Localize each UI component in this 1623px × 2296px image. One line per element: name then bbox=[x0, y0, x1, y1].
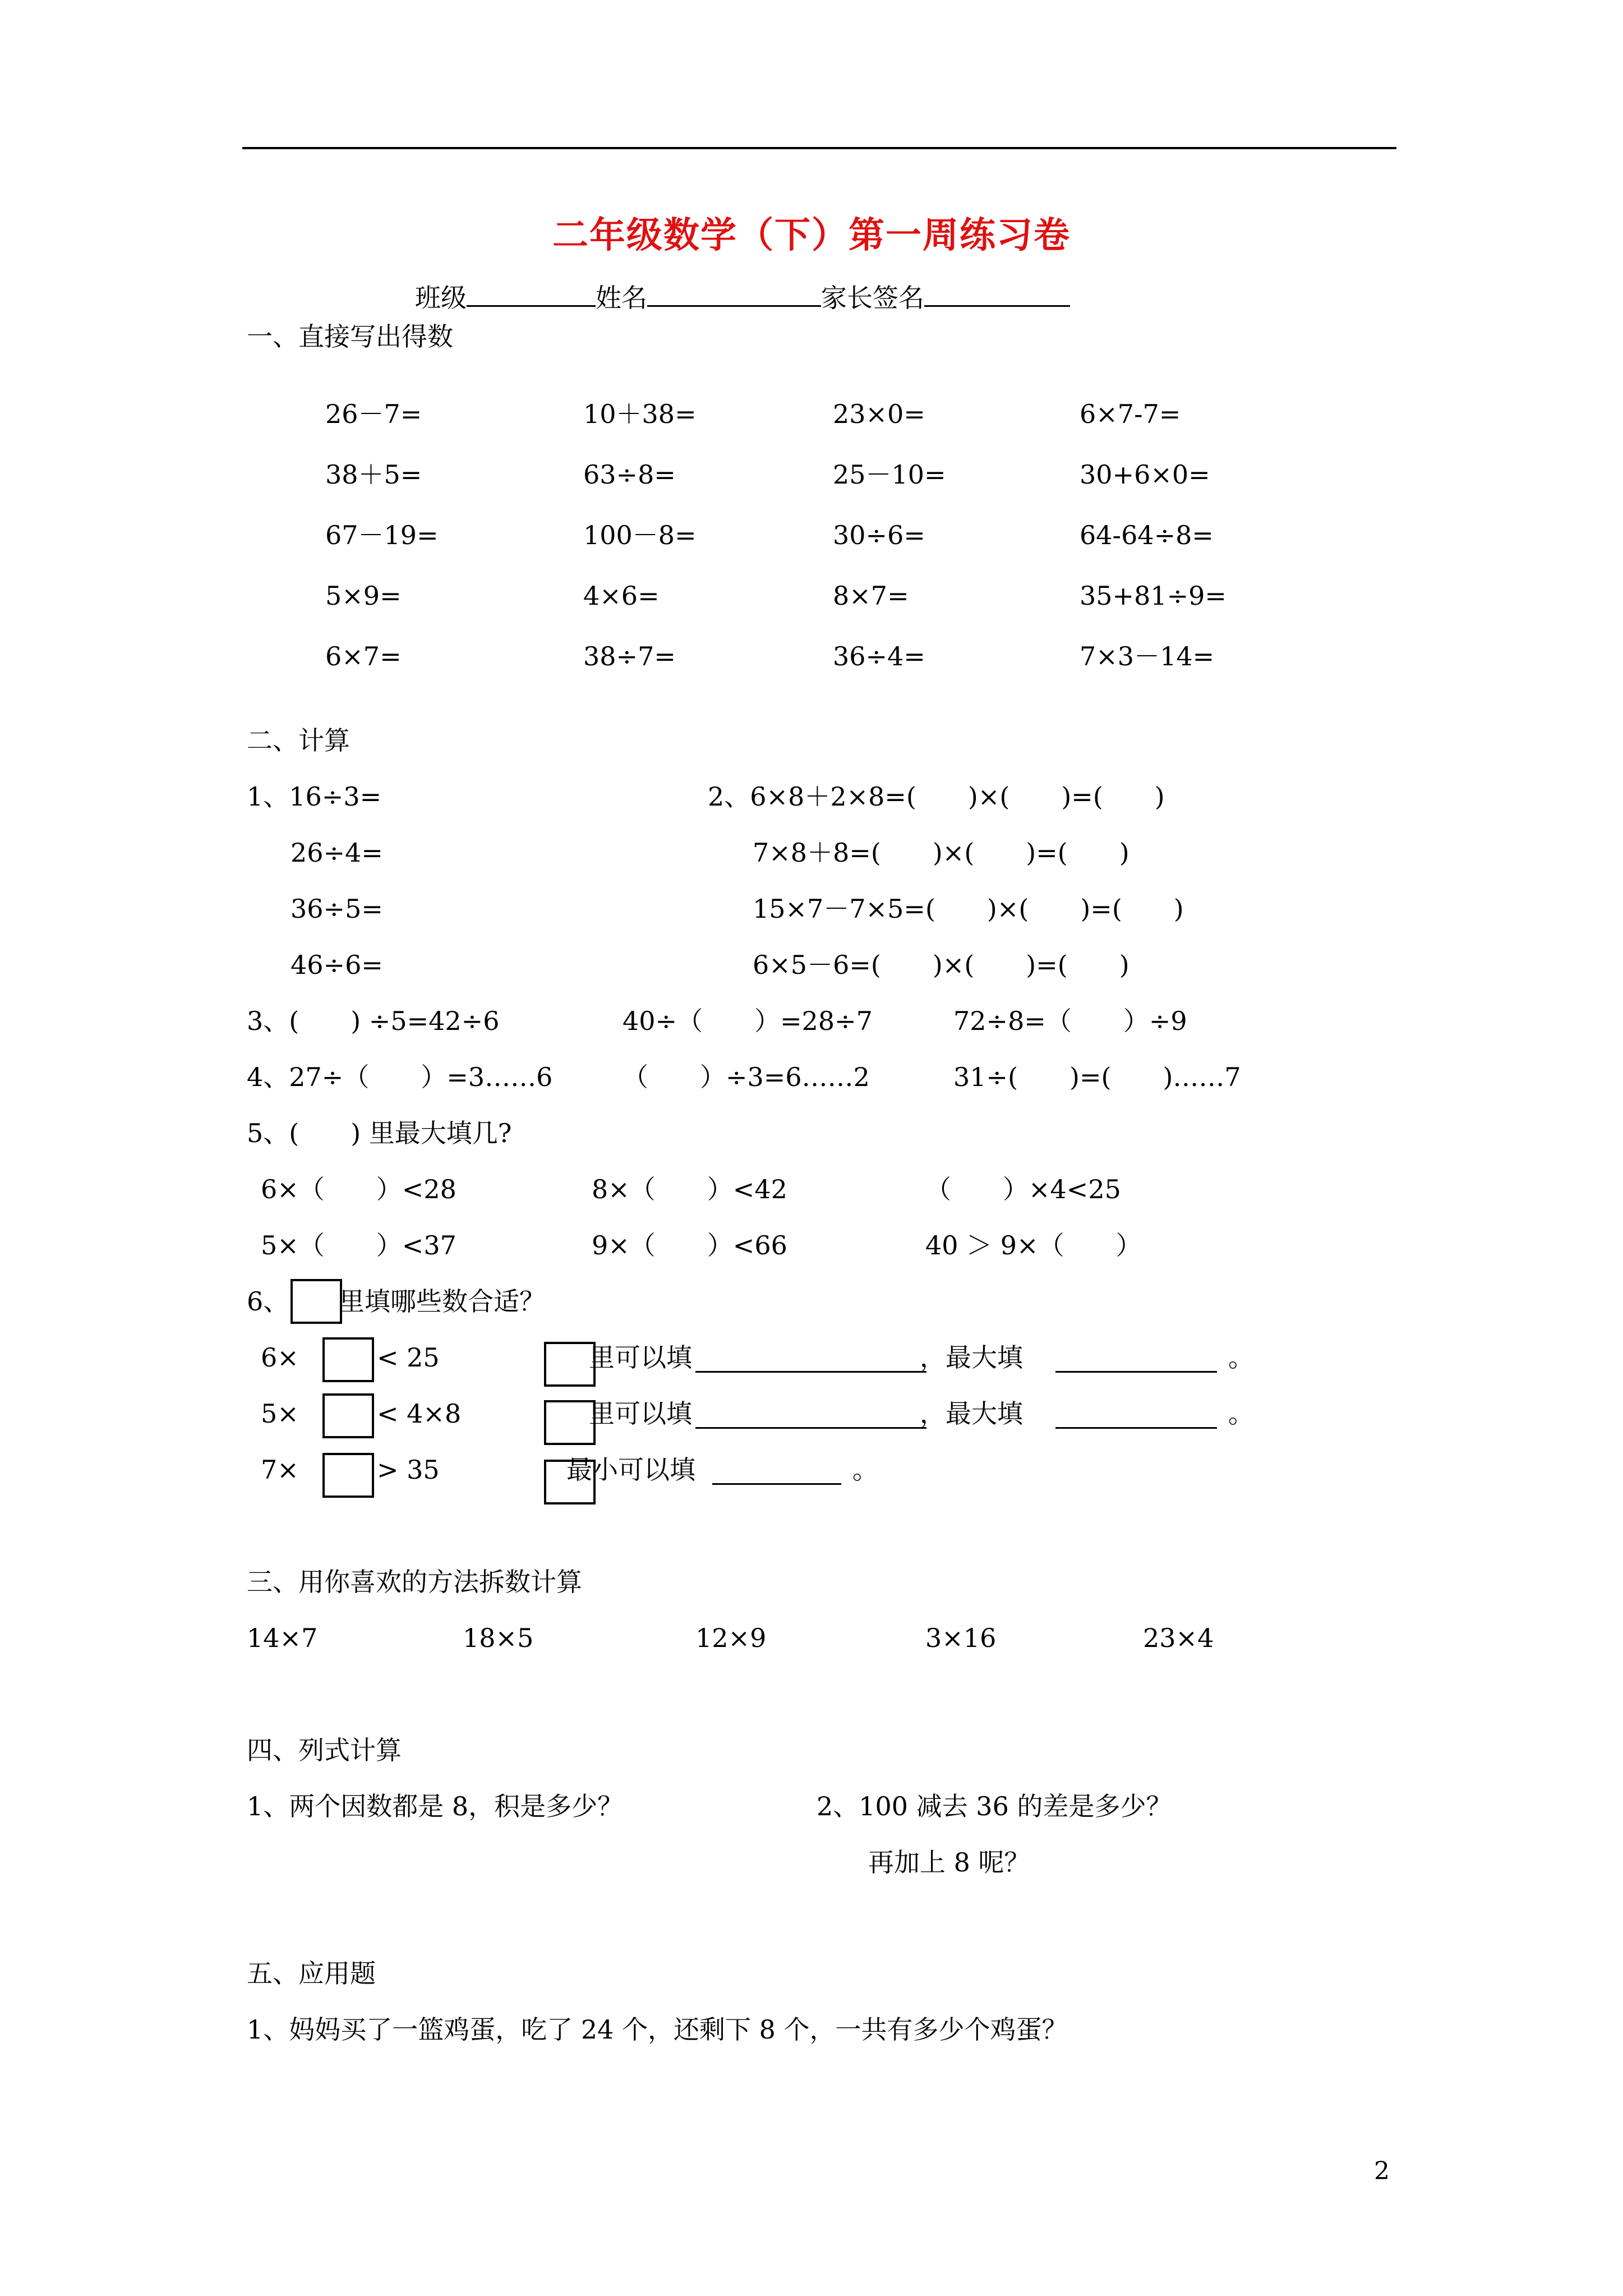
answer-blank[interactable] bbox=[695, 1343, 926, 1373]
answer-box[interactable] bbox=[544, 1400, 596, 1445]
answer-box[interactable] bbox=[322, 1393, 374, 1438]
split-item: 18×5 bbox=[463, 1623, 534, 1653]
q6-heading-prefix: 6、 bbox=[247, 1286, 289, 1317]
q6-mid2: ，最大填 bbox=[920, 1398, 1023, 1429]
page-title: 二年级数学（下）第一周练习卷 bbox=[552, 214, 1071, 256]
q5-item: 5×（ ）<37 bbox=[261, 1230, 457, 1260]
student-info-line bbox=[415, 280, 1070, 314]
q1-line: 1、16÷3= bbox=[247, 781, 382, 812]
problem: 35+81÷9= bbox=[1080, 581, 1227, 611]
q3-item: 40÷（ ）=28÷7 bbox=[623, 1006, 873, 1036]
answer-box[interactable] bbox=[544, 1460, 596, 1504]
q6-left-a: 7× bbox=[261, 1455, 299, 1485]
split-item: 3×16 bbox=[925, 1623, 997, 1653]
q6-end: 。 bbox=[1228, 1342, 1254, 1373]
q5-item: （ ）×4<25 bbox=[925, 1174, 1121, 1204]
problem: 30+6×0= bbox=[1080, 459, 1210, 490]
answer-blank[interactable] bbox=[712, 1455, 841, 1485]
section2-heading: 二、计算 bbox=[247, 725, 350, 756]
problem: 23×0= bbox=[833, 399, 925, 429]
q6-left-b: > 35 bbox=[377, 1455, 440, 1485]
section4-q1: 1、两个因数都是 8，积是多少？ bbox=[247, 1791, 624, 1821]
q2-line: 6×5－6=( )×( )=( ) bbox=[753, 950, 1129, 980]
q4-item: 4、27÷（ ）=3……6 bbox=[247, 1062, 553, 1092]
q6-mid: 最小可以填 bbox=[566, 1455, 695, 1485]
q6-mid: 里可以填 bbox=[589, 1342, 692, 1373]
problem: 6×7= bbox=[325, 641, 402, 671]
q5-item: 40 ＞ 9×（ ） bbox=[925, 1230, 1142, 1260]
q5-heading: 5、( ) 里最大填几? bbox=[247, 1118, 512, 1148]
problem: 5×9= bbox=[325, 581, 402, 611]
page-number: 2 bbox=[1374, 2157, 1390, 2185]
q6-mid2: ，最大填 bbox=[920, 1342, 1023, 1373]
q3-item: 72÷8=（ ）÷9 bbox=[953, 1006, 1187, 1036]
section4-q2-line2: 再加上 8 呢？ bbox=[868, 1847, 1030, 1878]
split-item: 12×9 bbox=[695, 1623, 767, 1653]
q6-heading-suffix: 里填哪些数合适？ bbox=[339, 1286, 545, 1317]
q6-end: 。 bbox=[1228, 1398, 1254, 1429]
q2-line: 2、6×8＋2×8=( )×( )=( ) bbox=[708, 781, 1165, 812]
section4-q2-line1: 2、100 减去 36 的差是多少？ bbox=[817, 1791, 1172, 1821]
q4-item: 31÷( )=( )……7 bbox=[953, 1062, 1241, 1092]
q5-item: 9×（ ）<66 bbox=[592, 1230, 787, 1260]
section1-heading: 一、直接写出得数 bbox=[247, 321, 453, 352]
q6-left-b: < 25 bbox=[377, 1342, 440, 1373]
problem: 30÷6= bbox=[833, 520, 925, 550]
name-label: 姓名 bbox=[596, 283, 647, 313]
q6-left-a: 5× bbox=[261, 1398, 299, 1429]
answer-box[interactable] bbox=[322, 1337, 374, 1382]
problem: 63÷8= bbox=[583, 459, 676, 490]
problem: 36÷4= bbox=[833, 641, 925, 671]
q6-end: 。 bbox=[852, 1455, 878, 1485]
header-rule bbox=[242, 147, 1396, 149]
problem: 6×7-7= bbox=[1080, 399, 1181, 429]
problem: 7×3－14= bbox=[1080, 641, 1215, 671]
answer-box[interactable] bbox=[291, 1279, 342, 1324]
q5-item: 6×（ ）<28 bbox=[261, 1174, 457, 1204]
problem: 8×7= bbox=[833, 581, 909, 611]
q2-line: 7×8＋8=( )×( )=( ) bbox=[753, 838, 1129, 868]
answer-box[interactable] bbox=[322, 1453, 374, 1498]
answer-blank[interactable] bbox=[1055, 1399, 1217, 1429]
answer-blank[interactable] bbox=[1055, 1343, 1217, 1373]
q6-left-a: 6× bbox=[261, 1342, 299, 1373]
section3-heading: 三、用你喜欢的方法拆数计算 bbox=[247, 1567, 582, 1597]
q2-line: 15×7－7×5=( )×( )=( ) bbox=[753, 894, 1184, 924]
section5-q1: 1、妈妈买了一篮鸡蛋，吃了 24 个，还剩下 8 个，一共有多少个鸡蛋？ bbox=[247, 2014, 1068, 2045]
problem: 26－7= bbox=[325, 399, 422, 429]
problem: 25－10= bbox=[833, 459, 946, 490]
q1-line: 36÷5= bbox=[291, 894, 383, 924]
name-blank[interactable] bbox=[647, 280, 821, 307]
section5-heading: 五、应用题 bbox=[247, 1958, 376, 1989]
q6-mid: 里可以填 bbox=[589, 1398, 692, 1429]
section4-heading: 四、列式计算 bbox=[247, 1735, 402, 1765]
q3-item: 3、( ) ÷5=42÷6 bbox=[247, 1006, 500, 1036]
q5-item: 8×（ ）<42 bbox=[592, 1174, 787, 1204]
split-item: 23×4 bbox=[1143, 1623, 1214, 1653]
signature-blank[interactable] bbox=[924, 280, 1070, 307]
class-blank[interactable] bbox=[467, 280, 596, 307]
answer-blank[interactable] bbox=[695, 1399, 926, 1429]
q6-left-b: < 4×8 bbox=[377, 1398, 462, 1429]
problem: 4×6= bbox=[583, 581, 660, 611]
q4-item: （ ）÷3=6……2 bbox=[623, 1062, 870, 1092]
signature-label: 家长签名 bbox=[821, 283, 924, 313]
q1-line: 26÷4= bbox=[291, 838, 383, 868]
q1-line: 46÷6= bbox=[291, 950, 383, 980]
problem: 64-64÷8= bbox=[1080, 520, 1214, 550]
answer-box[interactable] bbox=[544, 1342, 596, 1387]
problem: 38÷7= bbox=[583, 641, 676, 671]
problem: 67－19= bbox=[325, 520, 439, 550]
problem: 10＋38= bbox=[583, 399, 697, 429]
class-label: 班级 bbox=[415, 283, 467, 313]
problem: 38＋5= bbox=[325, 459, 422, 490]
problem: 100－8= bbox=[583, 520, 697, 550]
split-item: 14×7 bbox=[247, 1623, 318, 1653]
